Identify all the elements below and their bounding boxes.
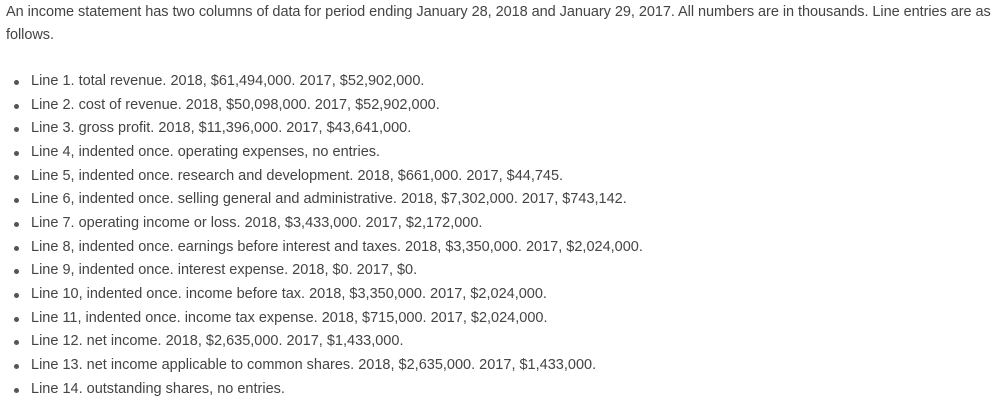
entry-text: Line 7. operating income or loss. 2018, $3,433,000. 2017, $2,172,000. [31,214,483,231]
intro-paragraph: An income statement has two columns of data for period ending January 28, 2018 and January 29, 2017. All numbers are in thousands. Line entries are as follows. [6,4,991,43]
entry-text: Line 4, indented once. operating expenses, no entries. [31,143,381,160]
list-item [6,236,643,260]
list-item [6,141,643,165]
list-item [6,188,643,212]
bullet-icon [14,151,19,156]
bullet-icon [14,246,19,251]
list-item [6,259,643,283]
list-item [6,354,643,378]
list-item [6,117,643,141]
bullet-icon [14,317,19,322]
bullet-icon [14,80,19,85]
bullet-icon [14,388,19,393]
list-item [6,378,643,402]
entry-text: Line 6, indented once. selling general and administrative. 2018, $7,302,000. 2017, $743,142. [31,191,627,208]
list-item [6,70,643,94]
list-item [6,307,643,331]
entry-text: Line 5, indented once. research and development. 2018, $661,000. 2017, $44,745. [31,167,564,184]
entry-text: Line 10, indented once. income before tax. 2018, $3,350,000. 2017, $2,024,000. [31,285,547,302]
list-item [6,165,643,189]
bullet-icon [14,175,19,180]
entry-text: Line 3. gross profit. 2018, $11,396,000. 2017, $43,641,000. [31,120,412,137]
entry-text: Line 8, indented once. earnings before interest and taxes. 2018, $3,350,000. 2017, $2,024,000. [31,238,643,255]
bullet-icon [14,222,19,227]
bullet-icon [14,127,19,132]
list-item [6,94,643,118]
bullet-icon [14,364,19,369]
bullet-icon [14,269,19,274]
entry-text: Line 2. cost of revenue. 2018, $50,098,000. 2017, $52,902,000. [31,96,440,113]
bullet-icon [14,104,19,109]
list-item [6,283,643,307]
bullet-icon [14,198,19,203]
entry-text: Line 12. net income. 2018, $2,635,000. 2017, $1,433,000. [31,333,404,350]
entry-text: Line 11, indented once. income tax expense. 2018, $715,000. 2017, $2,024,000. [31,309,548,326]
list-item [6,212,643,236]
entry-text: Line 14. outstanding shares, no entries. [31,380,285,397]
entry-text: Line 1. total revenue. 2018, $61,494,000. 2017, $52,902,000. [31,73,425,89]
bullet-icon [14,340,19,345]
list-item [6,330,643,354]
bullet-icon [14,293,19,298]
entry-text: Line 13. net income applicable to common shares. 2018, $2,635,000. 2017, $1,433,000. [31,356,597,373]
line-entries-list [6,70,643,401]
entry-text: Line 9, indented once. interest expense. 2018, $0. 2017, $0. [31,262,418,279]
